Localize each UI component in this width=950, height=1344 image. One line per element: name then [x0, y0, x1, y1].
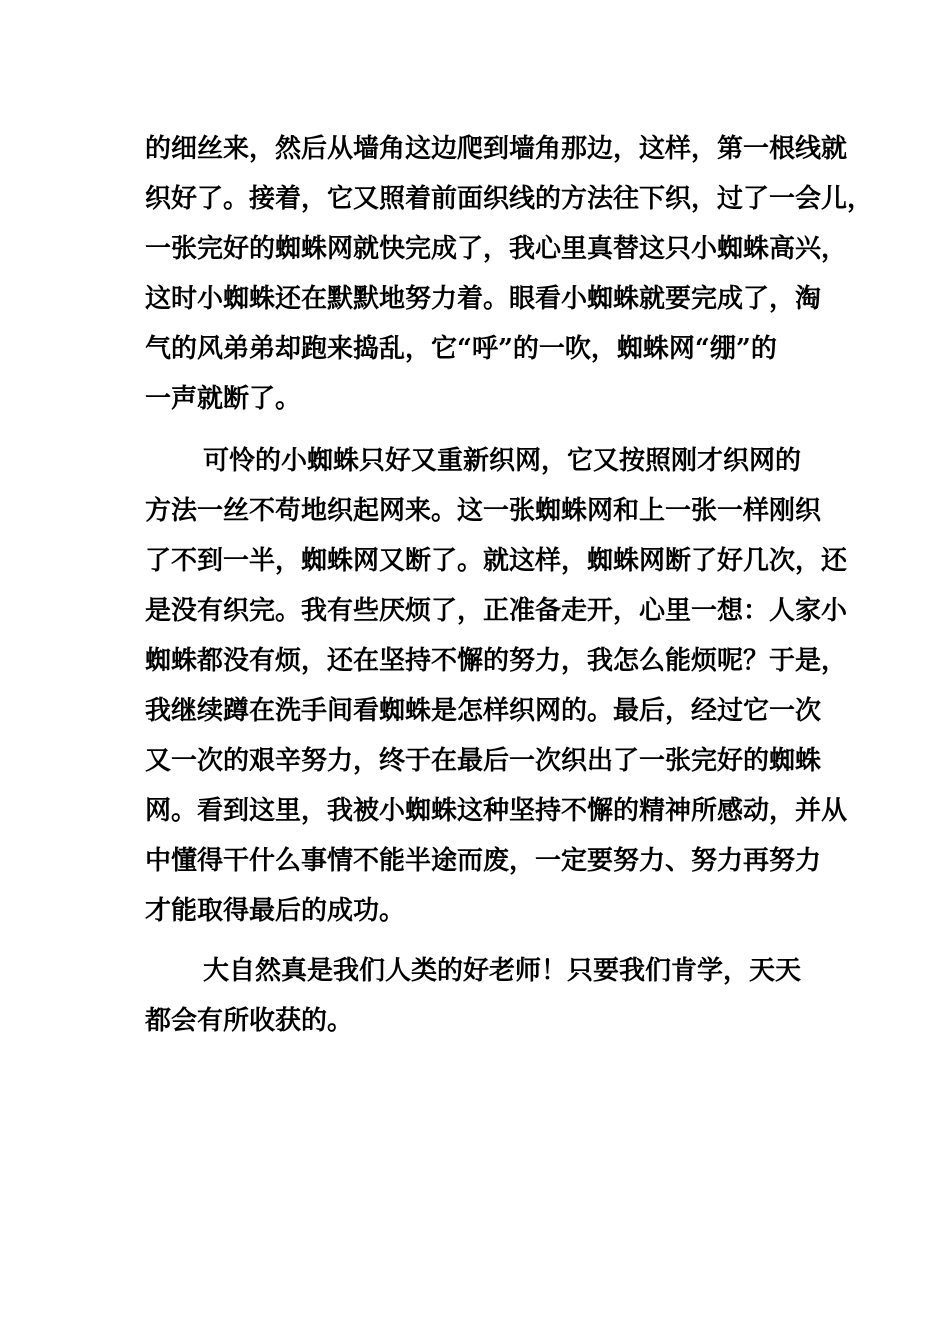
text-line: 织好了。接着，它又照着前面织线的方法往下织，过了一会儿，	[145, 184, 874, 214]
text-line: 一张完好的蜘蛛网就快完成了，我心里真替这只小蜘蛛高兴，	[145, 234, 848, 264]
text-line: 蜘蛛都没有烦，还在坚持不懈的努力，我怎么能烦呢？于是，	[145, 646, 848, 676]
paragraph-3	[145, 946, 801, 1046]
text-line: 又一次的艰辛努力，终于在最后一次织出了一张完好的蜘蛛	[145, 746, 822, 776]
text-line: 了不到一半，蜘蛛网又断了。就这样，蜘蛛网断了好几次，还	[145, 546, 848, 576]
text-line-indented: 可怜的小蜘蛛只好又重新织网，它又按照刚才织网的	[203, 446, 802, 476]
text-line-indented: 大自然真是我们人类的好老师！只要我们肯学，天天	[203, 956, 802, 986]
text-line: 中懂得干什么事情不能半途而废，一定要努力、努力再努力	[145, 846, 822, 876]
paragraph-1	[145, 124, 873, 424]
text-line: 是没有织完。我有些厌烦了，正准备走开，心里一想：人家小	[145, 596, 848, 626]
paragraph-2	[145, 436, 847, 936]
text-line: 网。看到这里，我被小蜘蛛这种坚持不懈的精神所感动，并从	[145, 796, 848, 826]
text-line: 的细丝来，然后从墙角这边爬到墙角那边，这样，第一根线就	[145, 134, 848, 164]
text-line: 一声就断了。	[145, 384, 302, 414]
text-line: 这时小蜘蛛还在默默地努力着。眼看小蜘蛛就要完成了，淘	[145, 284, 822, 314]
text-line: 都会有所收获的。	[145, 1006, 354, 1036]
text-line: 我继续蹲在洗手间看蜘蛛是怎样织网的。最后，经过它一次	[145, 696, 822, 726]
text-line: 才能取得最后的成功。	[145, 896, 406, 926]
text-line: 方法一丝不苟地织起网来。这一张蜘蛛网和上一张一样刚织	[145, 496, 822, 526]
text-line: 气的风弟弟却跑来捣乱，它“呼”的一吹，蜘蛛网“绷”的	[145, 334, 777, 364]
